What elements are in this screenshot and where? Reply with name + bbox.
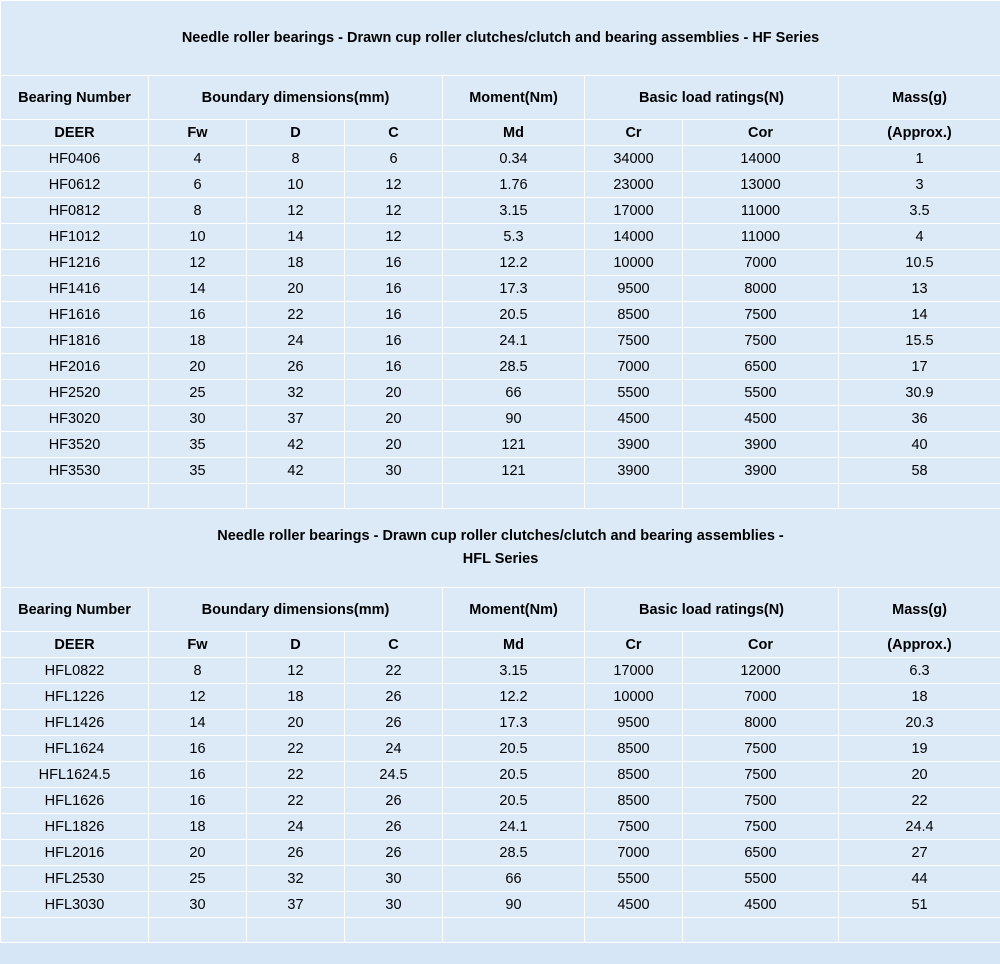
- bearing-number-cell: HF0612: [1, 172, 149, 198]
- md-cell: 28.5: [443, 354, 585, 380]
- table-body: [1, 1, 1000, 943]
- table-row: [1, 658, 1000, 684]
- d-cell: 37: [247, 406, 345, 432]
- table-row: [1, 224, 1000, 250]
- cor-cell: 7500: [683, 302, 839, 328]
- bearing-number-cell: HFL2530: [1, 866, 149, 892]
- cr-cell: 34000: [585, 146, 683, 172]
- bearing-number-cell: HFL0822: [1, 658, 149, 684]
- table-row: [1, 432, 1000, 458]
- c-cell: 26: [345, 788, 443, 814]
- d-cell: 20: [247, 710, 345, 736]
- mass-cell: 44: [839, 866, 1000, 892]
- cr-cell: 14000: [585, 224, 683, 250]
- fw-cell: 30: [149, 406, 247, 432]
- cr-cell: 8500: [585, 762, 683, 788]
- cr-cell: 7000: [585, 354, 683, 380]
- fw-cell: 12: [149, 250, 247, 276]
- fw-cell: 35: [149, 458, 247, 484]
- d-cell: 10: [247, 172, 345, 198]
- md-cell: 90: [443, 892, 585, 918]
- cor-cell: 13000: [683, 172, 839, 198]
- md-cell: 5.3: [443, 224, 585, 250]
- mass-cell: 40: [839, 432, 1000, 458]
- mass-cell: 19: [839, 736, 1000, 762]
- cor-cell: 11000: [683, 224, 839, 250]
- table-row: [1, 328, 1000, 354]
- cor-cell: 12000: [683, 658, 839, 684]
- bearing-number-cell: HF1416: [1, 276, 149, 302]
- subheader-d: D: [247, 120, 345, 146]
- table-row: [1, 198, 1000, 224]
- subheader-d: D: [247, 632, 345, 658]
- subheader-c: C: [345, 120, 443, 146]
- subheader-cor: Cor: [683, 120, 839, 146]
- cr-cell: 7000: [585, 840, 683, 866]
- subheader-deer: DEER: [1, 120, 149, 146]
- cr-cell: 7500: [585, 814, 683, 840]
- spacer-row: [1, 918, 1000, 943]
- c-cell: 26: [345, 684, 443, 710]
- mass-cell: 51: [839, 892, 1000, 918]
- table-row: [1, 172, 1000, 198]
- d-cell: 14: [247, 224, 345, 250]
- md-cell: 12.2: [443, 684, 585, 710]
- cr-cell: 4500: [585, 892, 683, 918]
- d-cell: 24: [247, 328, 345, 354]
- cr-cell: 5500: [585, 866, 683, 892]
- subheader-cr: Cr: [585, 632, 683, 658]
- table-row: [1, 866, 1000, 892]
- table-row: [1, 892, 1000, 918]
- cor-cell: 7500: [683, 736, 839, 762]
- c-cell: 16: [345, 276, 443, 302]
- mass-cell: 27: [839, 840, 1000, 866]
- md-cell: 121: [443, 458, 585, 484]
- bearing-number-cell: HF3530: [1, 458, 149, 484]
- bearing-number-cell: HF1616: [1, 302, 149, 328]
- bearing-number-cell: HF1816: [1, 328, 149, 354]
- cr-cell: 4500: [585, 406, 683, 432]
- cr-cell: 17000: [585, 658, 683, 684]
- hfl-title-line-1: Needle roller bearings - Drawn cup roller clutches/clutch and bearing assemblies -: [217, 528, 784, 544]
- hfl-title-line-2: HFL Series: [462, 551, 539, 567]
- mass-cell: 17: [839, 354, 1000, 380]
- table-row: [1, 302, 1000, 328]
- bearing-number-cell: HFL1826: [1, 814, 149, 840]
- md-cell: 3.15: [443, 198, 585, 224]
- cr-cell: 7500: [585, 328, 683, 354]
- table-row: [1, 710, 1000, 736]
- bearing-number-cell: HFL3030: [1, 892, 149, 918]
- fw-cell: 35: [149, 432, 247, 458]
- mass-cell: 6.3: [839, 658, 1000, 684]
- md-cell: 20.5: [443, 762, 585, 788]
- cr-cell: 10000: [585, 250, 683, 276]
- bearing-number-cell: HFL1426: [1, 710, 149, 736]
- cor-cell: 7000: [683, 250, 839, 276]
- md-cell: 90: [443, 406, 585, 432]
- md-cell: 20.5: [443, 736, 585, 762]
- d-cell: 32: [247, 380, 345, 406]
- d-cell: 22: [247, 788, 345, 814]
- subheader-fw: Fw: [149, 632, 247, 658]
- md-cell: 24.1: [443, 328, 585, 354]
- subheader-fw: Fw: [149, 120, 247, 146]
- bearing-number-cell: HF0812: [1, 198, 149, 224]
- md-cell: 28.5: [443, 840, 585, 866]
- mass-cell: 30.9: [839, 380, 1000, 406]
- cor-cell: 7000: [683, 684, 839, 710]
- cor-cell: 7500: [683, 762, 839, 788]
- mass-cell: 20.3: [839, 710, 1000, 736]
- table-row: [1, 354, 1000, 380]
- fw-cell: 16: [149, 302, 247, 328]
- col-header-basic-load-ratings: Basic load ratings(N): [585, 76, 839, 120]
- bearing-number-cell: HF2016: [1, 354, 149, 380]
- hf-title-row: [1, 1, 1000, 76]
- d-cell: 20: [247, 276, 345, 302]
- hf-header-row-1: [1, 76, 1000, 120]
- table-row: [1, 762, 1000, 788]
- d-cell: 18: [247, 250, 345, 276]
- bearing-number-cell: HF0406: [1, 146, 149, 172]
- fw-cell: 16: [149, 762, 247, 788]
- fw-cell: 20: [149, 840, 247, 866]
- col-header-moment: Moment(Nm): [443, 76, 585, 120]
- col-header-mass: Mass(g): [839, 76, 1000, 120]
- cor-cell: 8000: [683, 710, 839, 736]
- cr-cell: 3900: [585, 458, 683, 484]
- subheader-c: C: [345, 632, 443, 658]
- c-cell: 6: [345, 146, 443, 172]
- fw-cell: 14: [149, 276, 247, 302]
- bearing-number-cell: HF1012: [1, 224, 149, 250]
- d-cell: 22: [247, 736, 345, 762]
- subheader-cor: Cor: [683, 632, 839, 658]
- md-cell: 17.3: [443, 276, 585, 302]
- d-cell: 32: [247, 866, 345, 892]
- md-cell: 20.5: [443, 788, 585, 814]
- fw-cell: 18: [149, 814, 247, 840]
- c-cell: 24: [345, 736, 443, 762]
- cor-cell: 4500: [683, 406, 839, 432]
- c-cell: 26: [345, 710, 443, 736]
- fw-cell: 4: [149, 146, 247, 172]
- cr-cell: 9500: [585, 276, 683, 302]
- md-cell: 12.2: [443, 250, 585, 276]
- mass-cell: 1: [839, 146, 1000, 172]
- cor-cell: 3900: [683, 458, 839, 484]
- mass-cell: 18: [839, 684, 1000, 710]
- table-row: [1, 458, 1000, 484]
- cor-cell: 11000: [683, 198, 839, 224]
- bearing-number-cell: HFL1226: [1, 684, 149, 710]
- cr-cell: 17000: [585, 198, 683, 224]
- cor-cell: 7500: [683, 814, 839, 840]
- mass-cell: 22: [839, 788, 1000, 814]
- c-cell: 16: [345, 250, 443, 276]
- bearing-number-cell: HFL1624.5: [1, 762, 149, 788]
- d-cell: 22: [247, 302, 345, 328]
- mass-cell: 15.5: [839, 328, 1000, 354]
- col-header-boundary-dimensions: Boundary dimensions(mm): [149, 588, 443, 632]
- c-cell: 20: [345, 406, 443, 432]
- c-cell: 16: [345, 328, 443, 354]
- cr-cell: 9500: [585, 710, 683, 736]
- md-cell: 1.76: [443, 172, 585, 198]
- bearing-number-cell: HFL1624: [1, 736, 149, 762]
- hf-series-title: Needle roller bearings - Drawn cup roller clutches/clutch and bearing assemblies - HF Series: [1, 1, 1000, 76]
- d-cell: 18: [247, 684, 345, 710]
- hfl-header-row-1: [1, 588, 1000, 632]
- hf-header-row-2: [1, 120, 1000, 146]
- fw-cell: 8: [149, 658, 247, 684]
- fw-cell: 16: [149, 788, 247, 814]
- fw-cell: 6: [149, 172, 247, 198]
- fw-cell: 25: [149, 380, 247, 406]
- d-cell: 37: [247, 892, 345, 918]
- d-cell: 42: [247, 432, 345, 458]
- c-cell: 26: [345, 840, 443, 866]
- cr-cell: 5500: [585, 380, 683, 406]
- mass-cell: 24.4: [839, 814, 1000, 840]
- col-header-moment: Moment(Nm): [443, 588, 585, 632]
- fw-cell: 25: [149, 866, 247, 892]
- col-header-mass: Mass(g): [839, 588, 1000, 632]
- cor-cell: 4500: [683, 892, 839, 918]
- mass-cell: 58: [839, 458, 1000, 484]
- cr-cell: 8500: [585, 736, 683, 762]
- fw-cell: 30: [149, 892, 247, 918]
- fw-cell: 18: [149, 328, 247, 354]
- d-cell: 12: [247, 658, 345, 684]
- c-cell: 16: [345, 302, 443, 328]
- c-cell: 12: [345, 224, 443, 250]
- mass-cell: 20: [839, 762, 1000, 788]
- subheader-md: Md: [443, 120, 585, 146]
- bearing-number-cell: HFL1626: [1, 788, 149, 814]
- cor-cell: 6500: [683, 840, 839, 866]
- mass-cell: 36: [839, 406, 1000, 432]
- d-cell: 12: [247, 198, 345, 224]
- cr-cell: 3900: [585, 432, 683, 458]
- cor-cell: 3900: [683, 432, 839, 458]
- col-header-basic-load-ratings: Basic load ratings(N): [585, 588, 839, 632]
- cr-cell: 23000: [585, 172, 683, 198]
- bearing-number-cell: HF1216: [1, 250, 149, 276]
- c-cell: 22: [345, 658, 443, 684]
- col-header-bearing-number: Bearing Number: [1, 76, 149, 120]
- c-cell: 26: [345, 814, 443, 840]
- cor-cell: 14000: [683, 146, 839, 172]
- md-cell: 66: [443, 380, 585, 406]
- mass-cell: 14: [839, 302, 1000, 328]
- c-cell: 30: [345, 892, 443, 918]
- mass-cell: 13: [839, 276, 1000, 302]
- d-cell: 26: [247, 354, 345, 380]
- table-row: [1, 380, 1000, 406]
- bearing-number-cell: HF3020: [1, 406, 149, 432]
- fw-cell: 10: [149, 224, 247, 250]
- fw-cell: 20: [149, 354, 247, 380]
- subheader-md: Md: [443, 632, 585, 658]
- d-cell: 42: [247, 458, 345, 484]
- table-row: [1, 736, 1000, 762]
- table-row: [1, 814, 1000, 840]
- d-cell: 24: [247, 814, 345, 840]
- mass-cell: 3.5: [839, 198, 1000, 224]
- d-cell: 22: [247, 762, 345, 788]
- c-cell: 20: [345, 432, 443, 458]
- mass-cell: 4: [839, 224, 1000, 250]
- cr-cell: 8500: [585, 302, 683, 328]
- cr-cell: 10000: [585, 684, 683, 710]
- c-cell: 12: [345, 198, 443, 224]
- table-row: [1, 250, 1000, 276]
- bearing-number-cell: HF3520: [1, 432, 149, 458]
- subheader-deer: DEER: [1, 632, 149, 658]
- c-cell: 24.5: [345, 762, 443, 788]
- cor-cell: 7500: [683, 788, 839, 814]
- c-cell: 20: [345, 380, 443, 406]
- mass-cell: 3: [839, 172, 1000, 198]
- hfl-header-row-2: [1, 632, 1000, 658]
- bearing-number-cell: HFL2016: [1, 840, 149, 866]
- col-header-boundary-dimensions: Boundary dimensions(mm): [149, 76, 443, 120]
- table-row: [1, 840, 1000, 866]
- md-cell: 20.5: [443, 302, 585, 328]
- table-row: [1, 406, 1000, 432]
- hfl-series-title: [1, 509, 1000, 588]
- subheader-approx: (Approx.): [839, 120, 1000, 146]
- table-row: [1, 146, 1000, 172]
- md-cell: 121: [443, 432, 585, 458]
- hfl-title-row: [1, 509, 1000, 588]
- d-cell: 26: [247, 840, 345, 866]
- spacer-row: [1, 484, 1000, 509]
- table-row: [1, 684, 1000, 710]
- c-cell: 30: [345, 866, 443, 892]
- fw-cell: 14: [149, 710, 247, 736]
- md-cell: 17.3: [443, 710, 585, 736]
- md-cell: 66: [443, 866, 585, 892]
- subheader-approx: (Approx.): [839, 632, 1000, 658]
- c-cell: 12: [345, 172, 443, 198]
- cor-cell: 5500: [683, 866, 839, 892]
- md-cell: 24.1: [443, 814, 585, 840]
- c-cell: 16: [345, 354, 443, 380]
- md-cell: 0.34: [443, 146, 585, 172]
- col-header-bearing-number: Bearing Number: [1, 588, 149, 632]
- bearing-number-cell: HF2520: [1, 380, 149, 406]
- fw-cell: 12: [149, 684, 247, 710]
- cor-cell: 8000: [683, 276, 839, 302]
- cor-cell: 6500: [683, 354, 839, 380]
- mass-cell: 10.5: [839, 250, 1000, 276]
- table-row: [1, 276, 1000, 302]
- fw-cell: 16: [149, 736, 247, 762]
- c-cell: 30: [345, 458, 443, 484]
- cor-cell: 5500: [683, 380, 839, 406]
- table-row: [1, 788, 1000, 814]
- fw-cell: 8: [149, 198, 247, 224]
- subheader-cr: Cr: [585, 120, 683, 146]
- cor-cell: 7500: [683, 328, 839, 354]
- md-cell: 3.15: [443, 658, 585, 684]
- d-cell: 8: [247, 146, 345, 172]
- cr-cell: 8500: [585, 788, 683, 814]
